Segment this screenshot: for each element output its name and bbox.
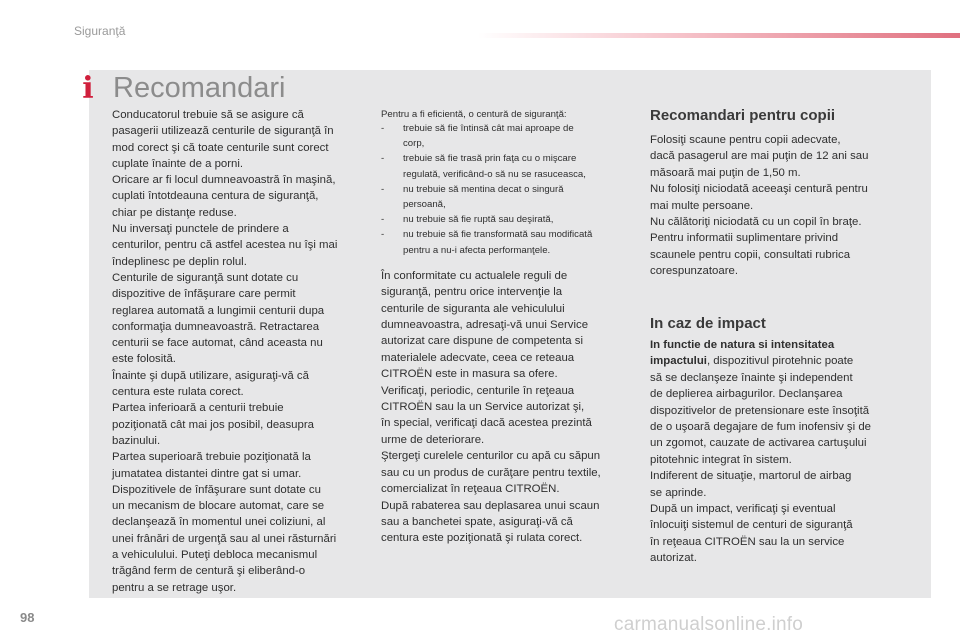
text-line: dispozitivelor de pretensionare este însoţită <box>650 404 870 417</box>
text-line: dacă pasagerul are mai puţin de 12 ani sau <box>650 150 869 163</box>
impact-bold-text: impactului <box>650 355 707 368</box>
text-line: centura este poziţionată şi rulata corect. <box>381 532 583 545</box>
text-line: unei frânări de urgenţă sau al unei răsturnări <box>112 532 337 545</box>
list-item <box>381 151 631 181</box>
list-item-line: - trebuie să fie întinsă cât mai aproape de <box>403 123 574 134</box>
text-line: să se declanşeze înainte şi independent <box>650 371 853 384</box>
text-line: siguranţă, pentru orice intervenţie la <box>381 286 563 299</box>
text-line: în reţeaua CITROËN sau la un service <box>650 535 845 548</box>
text-line: autorizat care dispune de competenta si <box>381 335 583 348</box>
text-line: pasagerii utilizează centurile de siguranţă în <box>112 125 334 138</box>
text-line: comercializat în reţeaua CITROËN. <box>381 483 560 496</box>
text-line: materialele adecvate, ceea ce reteaua <box>381 351 575 364</box>
text-line: urme de deteriorare. <box>381 433 485 446</box>
text-line: bazinului. <box>112 434 161 447</box>
text-line: Nu folosiţi niciodată aceeaşi centură pentru <box>650 183 868 196</box>
text-line: sau cu un produs de curăţare pentru textile, <box>381 466 601 479</box>
text-line: este folosită. <box>112 353 176 366</box>
belt-intro: Pentru a fi eficientă, o centură de siguranţă: <box>381 109 567 120</box>
column-children-and-impact <box>650 107 922 565</box>
text-line: După rabaterea sau deplasarea unui scaun <box>381 499 600 512</box>
text-line: CITROËN este in masura sa ofere. <box>381 368 558 381</box>
list-item-line: - trebuie să fie trasă prin faţa cu o mişcare <box>403 153 577 165</box>
text-line-bold <box>650 337 922 353</box>
belt-requirements-list <box>381 121 631 258</box>
text-line: centurile de siguranta ale vehiculului <box>381 302 565 315</box>
list-item-line: pentru a nu-i afecta performanţele. <box>403 244 551 256</box>
list-item <box>381 121 631 151</box>
watermark: carmanualsonline.info <box>614 614 804 635</box>
text-line: a vehiculului. Puteţi debloca mecanismul <box>112 549 318 562</box>
text-line: de o uşoară degajare de fum inofensiv şi de <box>650 421 871 434</box>
text-line: Centurile de siguranţă sunt dotate cu <box>112 271 299 284</box>
column-belt-requirements <box>381 108 631 547</box>
info-icon: i <box>82 71 94 106</box>
list-item-line: regulată, verificând-o să nu se rasuceasca, <box>403 168 586 180</box>
text-line: Partea superioară trebuie poziţionată la <box>112 451 311 464</box>
text-line: măsoară mai puţin de 1,50 m. <box>650 166 801 179</box>
impact-paragraph <box>650 337 922 567</box>
list-item-line: persoană, <box>403 199 446 211</box>
text-line: în special, verificaţi dacă acestea prezintă <box>381 417 592 430</box>
text-line: Verificaţi, periodic, centurile în reţeaua <box>381 384 575 397</box>
text-line: trăgând ferm de centură şi eliberând-o <box>112 565 306 578</box>
list-item <box>381 212 631 227</box>
list-item <box>381 227 631 257</box>
list-item-line: corp, <box>403 138 425 150</box>
text-line: corespunzatoare. <box>650 265 739 278</box>
belt-maintenance-paragraph <box>381 268 631 547</box>
text-line: poziţionată cât mai jos posibil, deasupra <box>112 418 314 431</box>
text-line: Pentru informatii suplimentare privind <box>650 232 839 245</box>
text-line: declanşează în momentul unei coliziuni, al <box>112 516 326 529</box>
text-line: reglarea automată a lungimii centurii dupa <box>112 304 325 317</box>
text-line: CITROËN sau la un Service autorizat şi, <box>381 401 585 414</box>
text-line <box>650 353 922 369</box>
text-line: Ştergeţi curelele centurilor cu apă cu săpun <box>381 450 601 463</box>
text-line: Oricare ar fi locul dumneavoastră în maşină, <box>112 174 336 187</box>
text-line: un zgomot, cauzate de activarea cartuşului <box>650 437 867 450</box>
text-line: de deplierea airbagurilor. Declanşarea <box>650 388 843 401</box>
text-line: În conformitate cu actualele reguli de <box>381 269 568 282</box>
list-item-line: - nu trebuie să fie transformată sau modificată <box>403 229 593 241</box>
text-line: chiar pe distanţe reduse. <box>112 206 237 219</box>
kids-paragraph <box>650 132 922 280</box>
page-title: Recomandari <box>113 72 286 104</box>
impact-text: , dispozitivul pirotehnic poate <box>706 355 854 368</box>
text-line: Nu inversaţi punctele de prindere a <box>112 223 289 236</box>
text-line: Indiferent de situaţie, martorul de airbag <box>650 470 852 483</box>
text-line: Folosiţi scaune pentru copii adecvate, <box>650 134 841 146</box>
text-line: autorizat. <box>650 552 697 565</box>
list-item <box>381 182 631 212</box>
text-line: Dispozitivele de înfăşurare sunt dotate cu <box>112 483 321 496</box>
page-number: 98 <box>20 610 35 625</box>
text-line: pentru a se retrage uşor. <box>112 581 237 594</box>
text-line: centura este rulata corect. <box>112 386 244 399</box>
column-general-recommendations <box>112 107 370 596</box>
text-line: se aprinde. <box>650 486 707 499</box>
text-line: Partea inferioară a centurii trebuie <box>112 402 284 415</box>
list-item-line: - nu trebuie să fie ruptă sau deşirată, <box>403 214 554 226</box>
text-line: centurii se face automat, când aceasta nu <box>112 337 323 350</box>
text-line: mod corect şi că toate centurile sunt corect <box>112 141 329 154</box>
text-line: jumatatea distantei dintre gat si umar. <box>112 467 302 480</box>
text-line: mai multe persoane. <box>650 199 754 212</box>
text-line: pitotehnic integrat în sistem. <box>650 453 792 466</box>
section-title: Siguranţă <box>74 24 126 38</box>
text-line: dispozitive de înfăşurare care permit <box>112 288 296 301</box>
text-line: scaunele pentru copii, consultati rubrica <box>650 248 851 261</box>
text-line: îndeplinesc pe deplin rolul. <box>112 255 247 268</box>
text-line: cuplate înainte de a porni. <box>112 157 244 170</box>
text-line: Nu călătoriţi niciodată cu un copil în braţe. <box>650 216 862 229</box>
text-line: un mecanism de blocare automat, care se <box>112 500 325 513</box>
text-line: cuplati întotdeauna centura de siguranţă, <box>112 190 319 203</box>
impact-heading: In caz de impact <box>650 315 766 332</box>
text-line: înlocuiţi sistemul de centuri de siguranţă <box>650 519 853 532</box>
text-line: sau a banchetei spate, asiguraţi-vă că <box>381 515 573 528</box>
text-line: centurilor, pentru că astfel acestea nu îşi mai <box>112 239 338 252</box>
text-line: conformaţia dumneavoastră. Retractarea <box>112 320 320 333</box>
impact-bold-text: In functie de natura si intensitatea <box>650 339 835 351</box>
kids-heading: Recomandari pentru copii <box>650 107 836 124</box>
text-line: După un impact, verificaţi şi eventual <box>650 503 836 516</box>
text-line: Înainte şi după utilizare, asiguraţi-vă că <box>112 369 309 382</box>
header-accent-bar <box>478 33 960 38</box>
list-item-line: - nu trebuie să mentina decat o singură <box>403 183 564 195</box>
text-line: Conducatorul trebuie să se asigure că <box>112 109 304 121</box>
text-line: dumneavoastra, adresaţi-vă unui Service <box>381 319 589 332</box>
